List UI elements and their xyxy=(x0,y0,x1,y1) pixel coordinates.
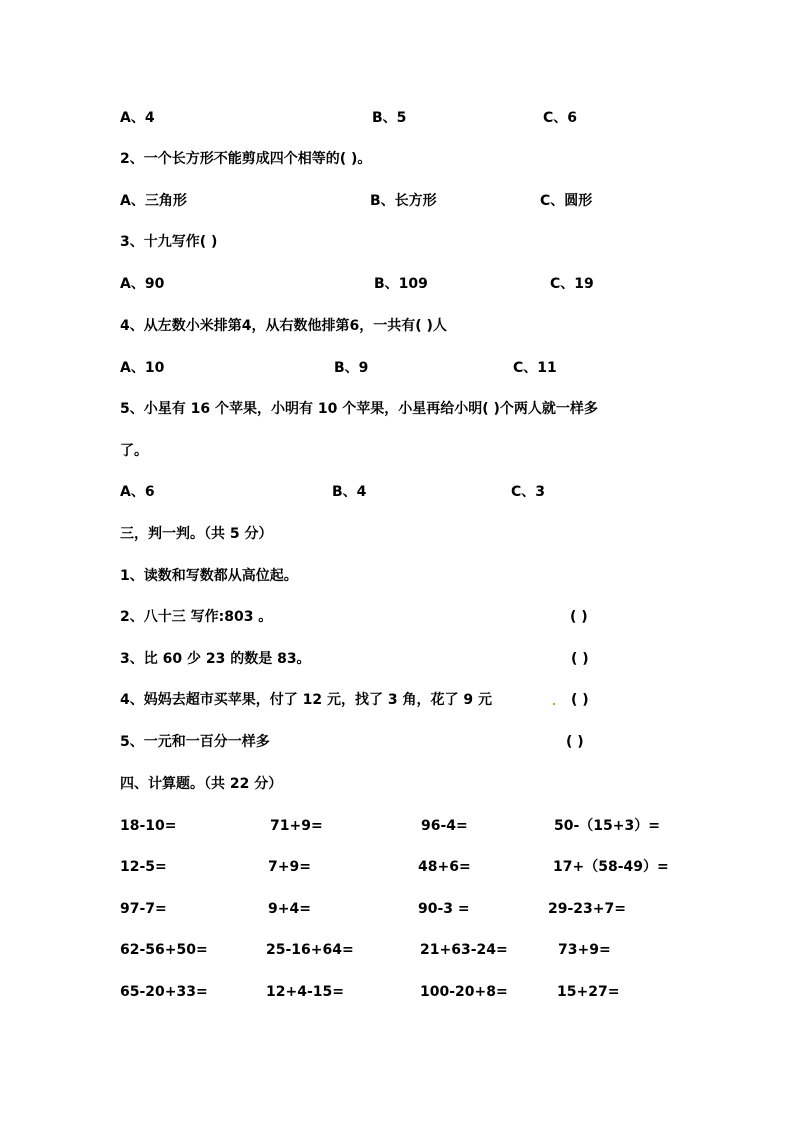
calc-r1-c4: 50-（15+3）= xyxy=(554,818,660,834)
calc-r3-c2: 9+4= xyxy=(268,901,311,917)
q4-question: 4、从左数小米排第4，从右数他排第6，一共有( )人 xyxy=(120,318,447,334)
calc-r4-c2: 25-16+64= xyxy=(266,942,354,958)
q3-question: 3、十九写作( ) xyxy=(120,234,218,250)
yellow-dot xyxy=(553,703,555,705)
calc-r3-c1: 97-7= xyxy=(120,901,167,917)
q1-option-b: B、5 xyxy=(372,110,407,126)
calc-r4-c4: 73+9= xyxy=(558,942,611,958)
calc-r1-c1: 18-10= xyxy=(120,818,177,834)
calc-r4-c1: 62-56+50= xyxy=(120,942,208,958)
judge-item-1-text: 1、读数和写数都从高位起。 xyxy=(120,568,298,584)
judge-item-3-text: 3、比 60 少 23 的数是 83。 xyxy=(120,651,311,667)
judge-item-4-text: 4、妈妈去超市买苹果，付了 12 元，找了 3 角，花了 9 元 xyxy=(120,692,492,708)
calc-r3-c3: 90-3 = xyxy=(418,901,470,917)
q4-option-c: C、11 xyxy=(513,360,557,376)
calc-r4-c3: 21+63-24= xyxy=(420,942,508,958)
section3-title: 三，判一判。（共 5 分） xyxy=(120,526,273,542)
calc-r1-c3: 96-4= xyxy=(421,818,468,834)
q3-option-b: B、109 xyxy=(374,276,428,292)
q5-question-line1: 5、小星有 16 个苹果，小明有 10 个苹果，小星再给小明( )个两人就一样多 xyxy=(120,401,598,417)
calc-r2-c4: 17+（58-49）= xyxy=(553,859,669,875)
judge-item-5-paren[interactable]: ( ) xyxy=(566,734,584,750)
q4-option-a: A、10 xyxy=(120,360,165,376)
calc-r5-c3: 100-20+8= xyxy=(420,984,508,1000)
q2-question: 2、一个长方形不能剪成四个相等的( )。 xyxy=(120,151,372,167)
q5-option-b: B、4 xyxy=(332,484,367,500)
q5-option-c: C、3 xyxy=(511,484,546,500)
calc-r5-c1: 65-20+33= xyxy=(120,984,208,1000)
calc-r1-c2: 71+9= xyxy=(270,818,323,834)
calc-r2-c3: 48+6= xyxy=(418,859,471,875)
judge-item-4-paren[interactable]: ( ) xyxy=(571,692,589,708)
q3-option-c: C、19 xyxy=(550,276,594,292)
judge-item-2-text: 2、八十三 写作:803 。 xyxy=(120,609,273,625)
q2-option-b: B、长方形 xyxy=(370,193,437,209)
q1-option-a: A、4 xyxy=(120,110,155,126)
q1-option-c: C、6 xyxy=(543,110,578,126)
q3-option-a: A、90 xyxy=(120,276,165,292)
judge-item-3-paren[interactable]: ( ) xyxy=(571,651,589,667)
calc-r5-c4: 15+27= xyxy=(557,984,620,1000)
q2-option-c: C、圆形 xyxy=(540,193,593,209)
q2-option-a: A、三角形 xyxy=(120,193,187,209)
q4-option-b: B、9 xyxy=(334,360,369,376)
section4-title: 四、计算题。（共 22 分） xyxy=(120,776,283,792)
q5-question-line2: 了。 xyxy=(120,443,148,459)
calc-r2-c2: 7+9= xyxy=(268,859,311,875)
calc-r3-c4: 29-23+7= xyxy=(548,901,626,917)
q5-option-a: A、6 xyxy=(120,484,155,500)
calc-r5-c2: 12+4-15= xyxy=(266,984,344,1000)
judge-item-2-paren[interactable]: ( ) xyxy=(570,609,588,625)
calc-r2-c1: 12-5= xyxy=(120,859,167,875)
judge-item-5-text: 5、一元和一百分一样多 xyxy=(120,734,270,750)
